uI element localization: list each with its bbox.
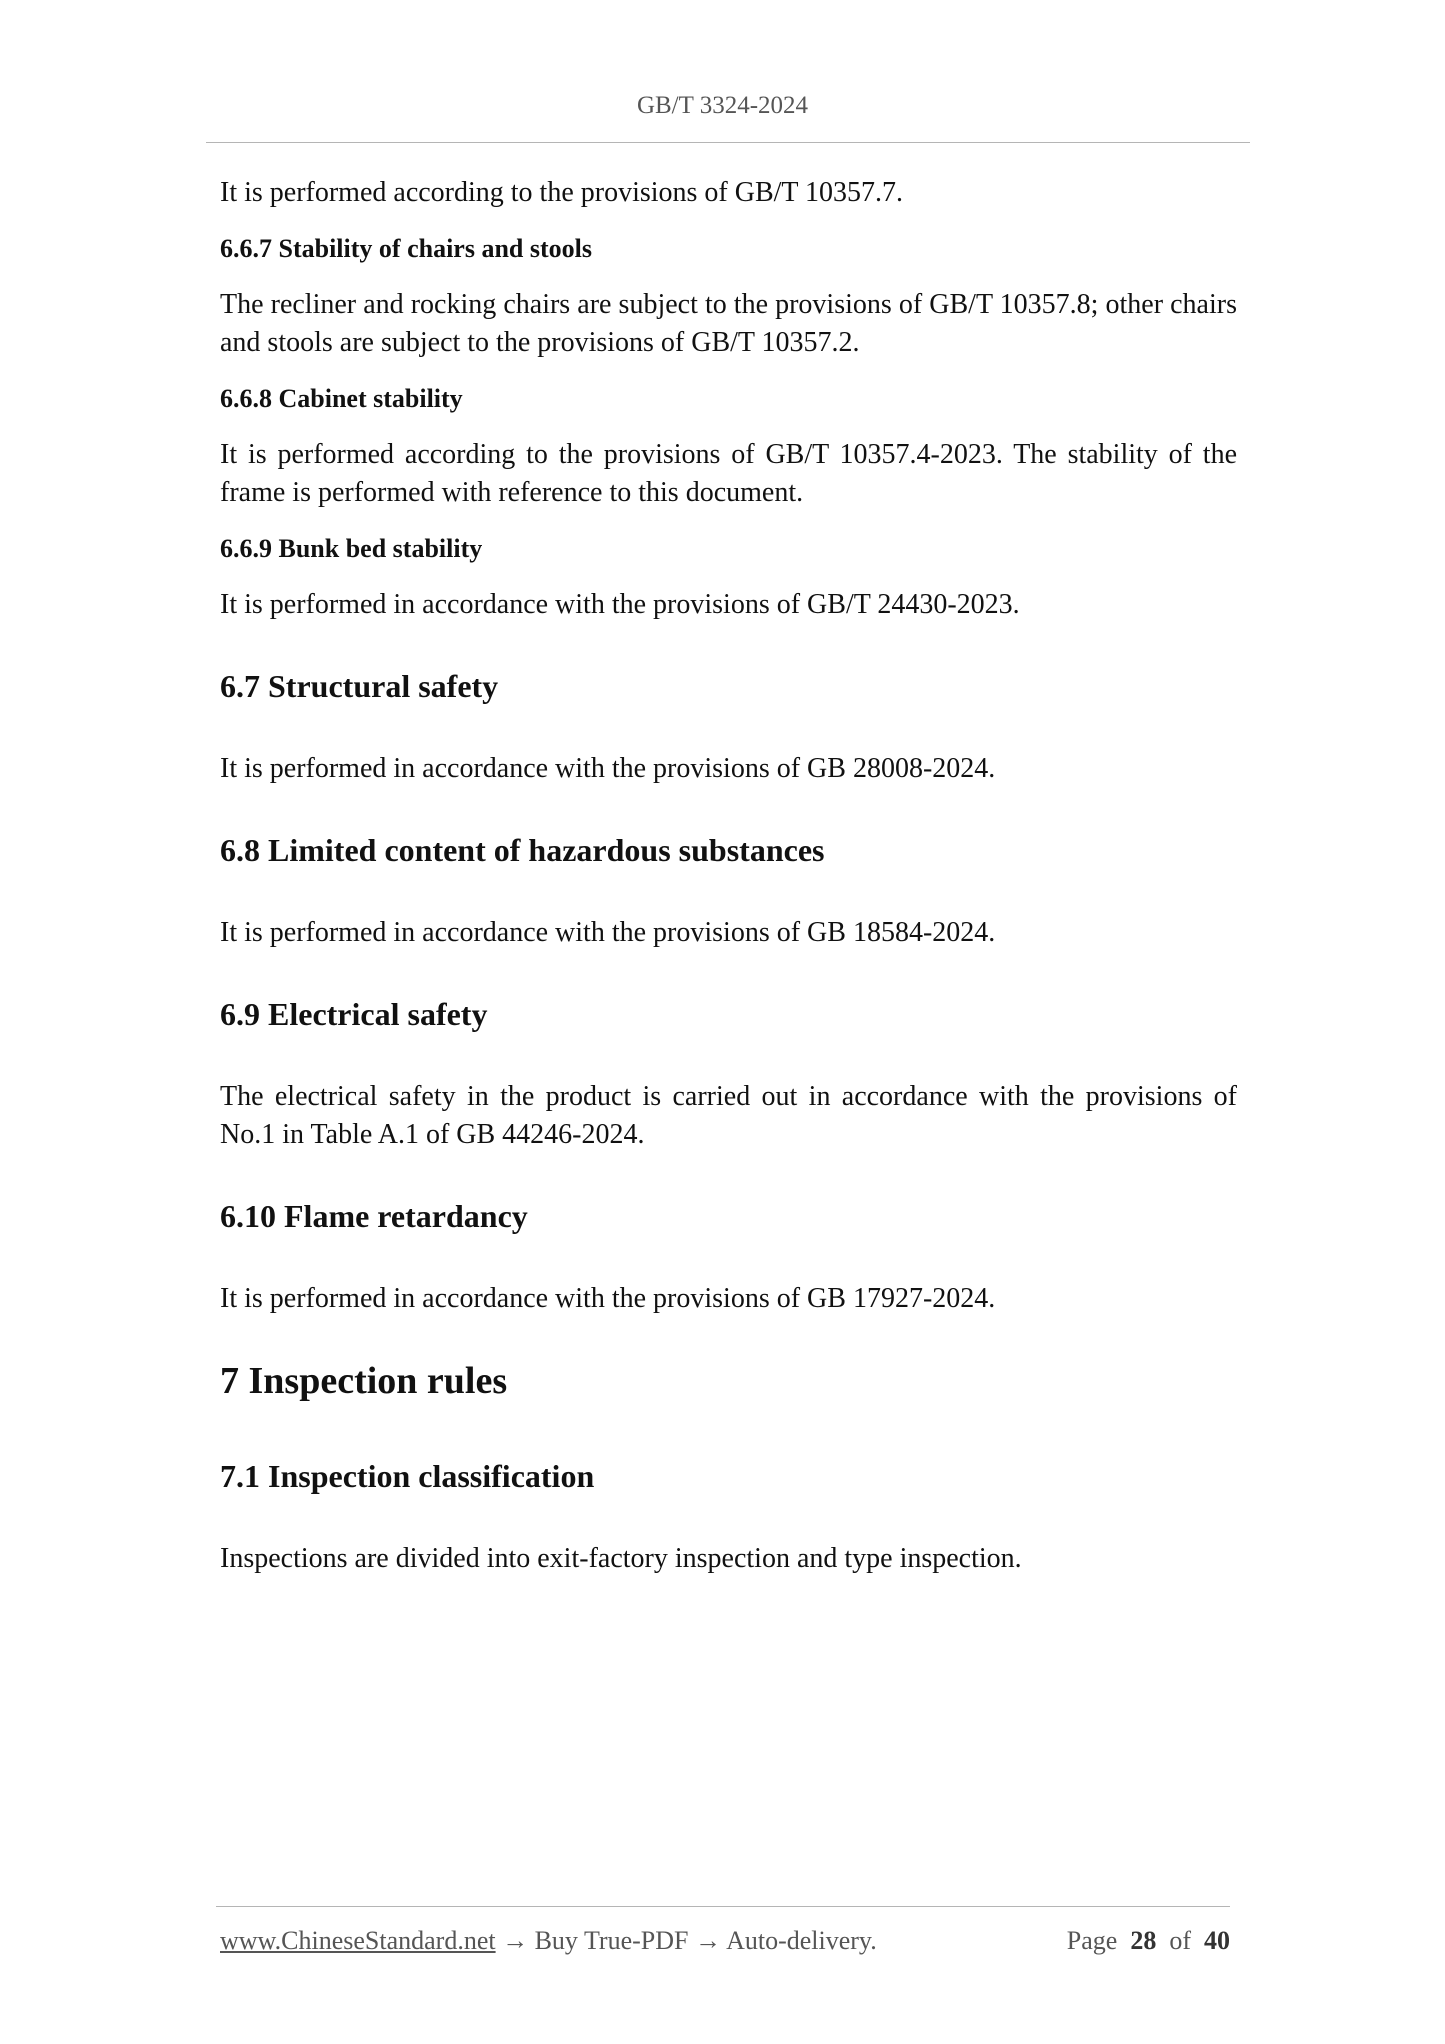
page-footer [220, 1926, 1230, 1962]
heading-6-6-7: 6.6.7 Stability of chairs and stools [220, 234, 592, 263]
paragraph-6-6-8: It is performed according to the provisions of GB/T 10357.4-2023. The stability of the frame is performed with reference to this document. [220, 439, 1237, 508]
heading-6-10: 6.10 Flame retardancy [220, 1198, 528, 1234]
website-link[interactable]: www.ChineseStandard.net [220, 1926, 496, 1955]
paragraph-6-6-6: It is performed according to the provisions of GB/T 10357.7. [220, 177, 904, 208]
paragraph-6-8: It is performed in accordance with the provisions of GB 18584-2024. [220, 917, 996, 948]
of-label: of [1169, 1926, 1191, 1955]
heading-7: 7 Inspection rules [220, 1360, 508, 1402]
heading-6-7: 6.7 Structural safety [220, 668, 499, 704]
heading-6-6-9: 6.6.9 Bunk bed stability [220, 534, 483, 563]
heading-6-9: 6.9 Electrical safety [220, 996, 488, 1032]
footer-divider [216, 1906, 1230, 1907]
paragraph-6-6-7: The recliner and rocking chairs are subject to the provisions of GB/T 10357.8; other chairs and stools are subject to the provisions of GB/T 10357.2. [220, 289, 1237, 358]
running-header: GB/T 3324-2024 [636, 92, 809, 119]
footer-promo [220, 1926, 877, 1956]
arrow-right-icon: → [502, 1926, 529, 1955]
paragraph-6-7: It is performed in accordance with the provisions of GB 28008-2024. [220, 753, 996, 784]
arrow-right-icon: → [695, 1926, 721, 1955]
current-page: 28 [1130, 1926, 1157, 1955]
header-divider [206, 142, 1250, 143]
paragraph-6-6-9: It is performed in accordance with the provisions of GB/T 24430-2023. [220, 589, 1020, 620]
paragraph-7-1: Inspections are divided into exit-factory inspection and type inspection. [220, 1543, 1022, 1574]
buy-true-pdf-text: Buy True-PDF [534, 1926, 689, 1955]
heading-7-1: 7.1 Inspection classification [220, 1458, 595, 1494]
paragraph-6-10: It is performed in accordance with the provisions of GB 17927-2024. [220, 1283, 996, 1314]
heading-6-6-8: 6.6.8 Cabinet stability [220, 384, 463, 413]
paragraph-6-9: The electrical safety in the product is carried out in accordance with the provisions of No.1 in Table A.1 of GB 44246-2024. [220, 1081, 1237, 1150]
page-number [1067, 1926, 1230, 1956]
auto-delivery-text: Auto-delivery. [726, 1926, 877, 1955]
page-content [220, 174, 1237, 1578]
heading-6-8: 6.8 Limited content of hazardous substances [220, 832, 825, 868]
total-pages: 40 [1204, 1926, 1230, 1955]
page-label: Page [1066, 1926, 1118, 1955]
